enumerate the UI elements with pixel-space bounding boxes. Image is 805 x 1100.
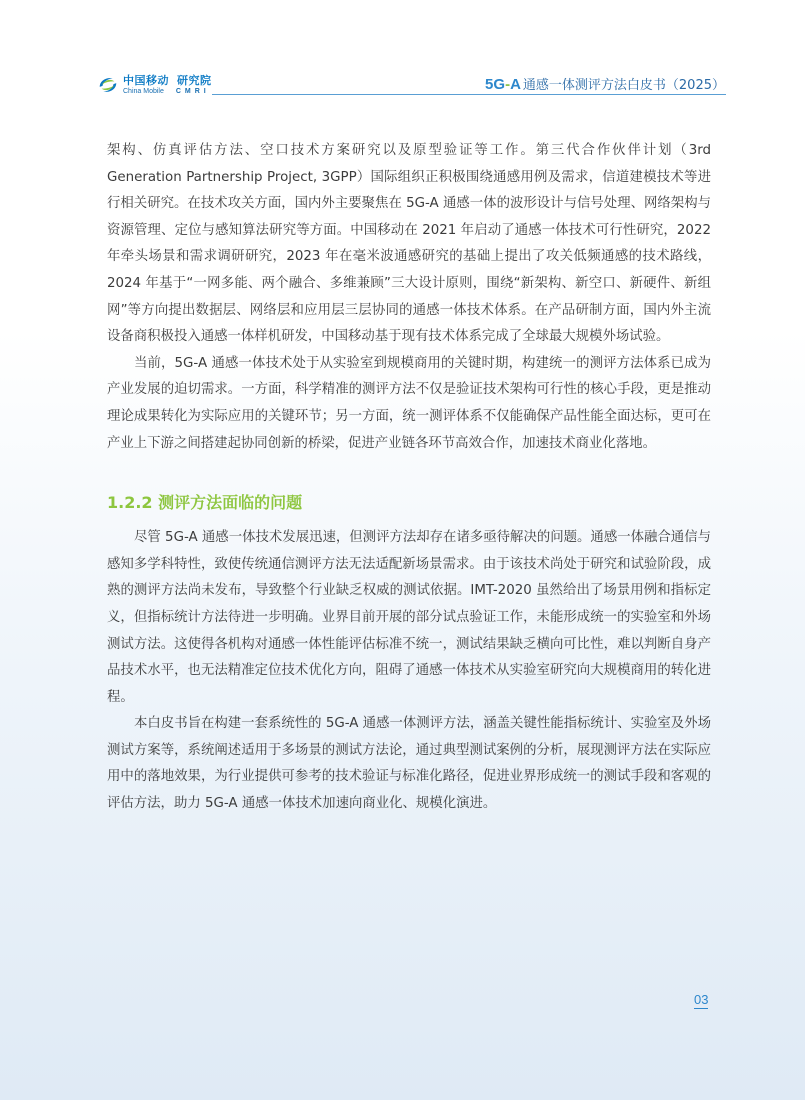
logo-text — [123, 75, 212, 95]
badge-dash: - — [505, 76, 511, 93]
document-title — [485, 74, 725, 93]
page-number: 03 — [694, 992, 709, 1007]
paragraph-whitepaper-aim: 本白皮书旨在构建一套系统性的 5G-A 通感一体测评方法，涵盖关键性能指标统计、实验室及外场测试方案等，系统阐述适用于多场景的测试方法论，通过典型测试案例的分析，展现测评方法在实际应用中的落地效果，为行业提供可参考的技术验证与标准化路径，促进业界形成统一的测试手段和客观的评估方法，助力 5G-A 通感一体技术加速向商业化、规模化演进。 — [107, 716, 711, 812]
logo-institute-cn: 研究院 — [177, 74, 212, 87]
china-mobile-swirl-icon — [97, 74, 119, 96]
logo-brand-cn: 中国移动 — [123, 74, 169, 87]
5ga-badge — [485, 76, 521, 93]
paragraph-current-stage: 当前，5G-A 通感一体技术处于从实验室到规模商用的关键时期，构建统一的测评方法体系已成为产业发展的迫切需求。一方面，科学精准的测评方法不仅是验证技术架构可行性的核心手段，更是推动理论成果转化为实际应用的关键环节；另一方面，统一测评体系不仅能确保产品性能全面达标，更可在产业上下游之间搭建起协同创新的桥梁，促进产业链各环节高效合作，加速技术商业化落地。 — [107, 355, 711, 451]
document-title-text: 通感一体测评方法白皮书（2025） — [522, 78, 725, 93]
section-heading: 1.2.2 测评方法面临的问题 — [107, 493, 303, 513]
logo-brand-en: China Mobile — [123, 88, 164, 95]
logo-abbr-en: CMRI — [175, 88, 210, 95]
page-header — [0, 0, 805, 100]
badge-main: 5G — [485, 76, 506, 93]
badge-suffix: A — [510, 76, 521, 93]
header-divider — [212, 94, 726, 95]
paragraph-continued: 架构、仿真评估方法、空口技术方案研究以及原型验证等工作。第三代合作伙伴计划（3rd Generation Partnership Project, 3GPP）国际组织正积极围绕通感用例及需求，信道建模技术等进行相关研究。在技术攻关方面，国内外主要聚焦在 5G-A 通感一体的波形设计与信号处理、网络架构与资源管理、定位与感知算法研究等方面。中国移动在 2021 年启动了通感一体技术可行性研究，2022 年牵头场景和需求调研研究，2023 年在毫米波通感研究的基础上提出了攻关低频通感的技术路线，2024 年基于“一网多能、两个融合、多维兼顾”三大设计原则，围绕“新架构、新空口、新硬件、新组网”等方向提出数据层、网络层和应用层三层协同的通感一体技术体系。在产品研制方面，国内外主流设备商积极投入通感一体样机研发，中国移动基于现有技术体系完成了全球最大规模外场试验。 — [107, 143, 711, 345]
main-content — [107, 138, 711, 818]
paragraph-problems: 尽管 5G-A 通感一体技术发展迅速，但测评方法却存在诸多亟待解决的问题。通感一体融合通信与感知多学科特性，致使传统通信测评方法无法适配新场景需求。由于该技术尚处于研究和试验阶段，成熟的测评方法尚未发布，导致整个行业缺乏权威的测试依据。IMT-2020 虽然给出了场景用例和指标定义，但指标统计方法待进一步明确。业界目前开展的部分试点验证工作，未能形成统一的实验室和外场测试方法。这使得各机构对通感一体性能评估标准不统一，测试结果缺乏横向可比性，难以判断自身产品技术水平，也无法精准定位技术优化方向，阻碍了通感一体技术从实验室研究向大规模商用的转化进程。 — [107, 530, 711, 705]
china-mobile-logo — [97, 72, 212, 98]
